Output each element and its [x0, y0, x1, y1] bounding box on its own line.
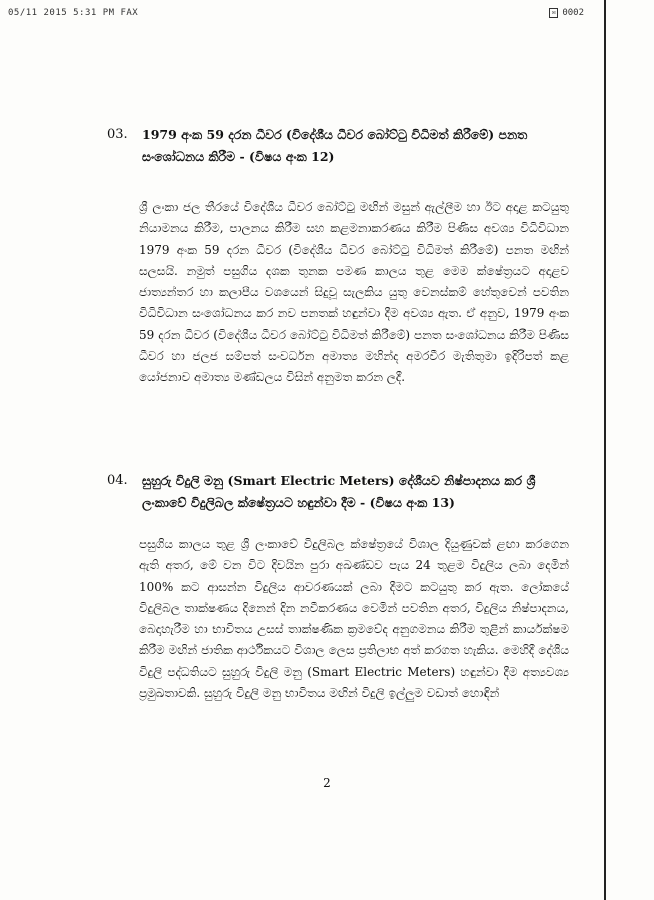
section-body: පසුගිය කාලය තුළ ශ්‍රී ලංකාවේ විදුලිබල ක්ෂේත්‍රයේ විශාල දියුණුවක් ළඟා කරගෙන ඇති අතර, මේ වන විට දිවයින පුරා අඛණ්ඩව පැය 24 තුළම විදුලිය ලබා දෙමින් 100% කට ආසන්න විදුලිය ආවරණයක් ලබා දීමට කටයුතු කර ඇත. ලෝකයේ විදුලිබල තාක්ෂණය දිනෙන් දින නවීකරණය වෙමින් පවතින අතර, විදුලිය නිෂ්පාදනය, බෙදාහැරීම හා භාවිතය උසස් තාක්ෂණික ක්‍රමවේද අනුගමනය කිරීම තුළින් කාර්යක්ෂම කිරීම මඟින් ජාතික ආර්ථිකයට විශාල ලෙස ප්‍රතිලාභ අත් කරගත හැකිය. මෙහිදී දේශීය විදුලි පද්ධතියට සුහුරු විදුලි මනු (Smart Electric Meters) හඳුන්වා දීම අත්‍යවශ්‍ය ප්‍රමුඛතාවකි. සුහුරු විදුලි මනු භාවිතය මඟින් විදුලි ඉල්ලුම වඩාත් හොඳින් — [139, 537, 569, 701]
section-number: 03. — [107, 127, 128, 142]
fax-page-number: 0002 — [562, 8, 584, 18]
fax-page-icon: ✉ — [549, 8, 558, 18]
fax-timestamp: 05/11 2015 5:31 PM FAX — [8, 8, 139, 18]
section-title: 1979 අංක 59 දරන ධීවර (විදේශීය ධීවර බෝට්ටු විධිමත් කිරීමේ) පනත සංශෝධනය කිරීම - (විෂය අංක 12) — [142, 127, 528, 164]
fax-page-code — [549, 8, 584, 18]
scan-edge-line — [604, 0, 606, 900]
section-body: ශ්‍රී ලංකා ජල තීරයේ විදේශීය ධීවර බෝට්ටු මඟින් මසුන් ඇල්ලීම හා ඊට අදාළ කටයුතු නියාමනය කිරීම, පාලනය කිරීම සහ කළමනාකරණය කිරීම පිණිස අවශ්‍ය විධිවිධාන 1979 අංක 59 දරන ධීවර (විදේශීය ධීවර බෝට්ටු විධිමත් කිරීමේ) පනත මඟින් සලසයි. නමුත් පසුගිය දශක තුනක පමණ කාලය තුළ මෙම ක්ෂේත්‍රයට අදාළව ජාත්‍යන්තර හා කලාපීය වශයෙන් සිදුවූ සැලකිය යුතු වෙනස්කම් හේතුවෙන් පවතින විධිවිධාන සංශෝධනය කර නව පනතක් හඳුන්වා දීම අවශ්‍ය ඇත. ඒ අනුව, 1979 අංක 59 දරන ධීවර (විදේශීය ධීවර බෝට්ටු විධිමත් කිරීමේ) පනත සංශෝධනය කිරීම පිණිස ධීවර හා ජලජ සම්පත් සංවර්ධන අමාත්‍ය මහින්ද අමරවීර මැතිතුමා ඉදිරිපත් කළ යෝජනාව අමාත්‍ය මණ්ඩලය විසින් අනුමත කරන ලදී. — [139, 200, 569, 385]
section-number: 04. — [107, 473, 128, 488]
section-title: සුහුරු විදුලි මනු (Smart Electric Meters) දේශීයව නිෂ්පාදනය කර ශ්‍රී ලංකාවේ විදුලිබල ක්ෂේත්‍රයට හඳුන්වා දීම - (විෂය අංක 13) — [142, 473, 536, 510]
page-number: 2 — [323, 776, 331, 790]
fax-header — [8, 8, 584, 18]
